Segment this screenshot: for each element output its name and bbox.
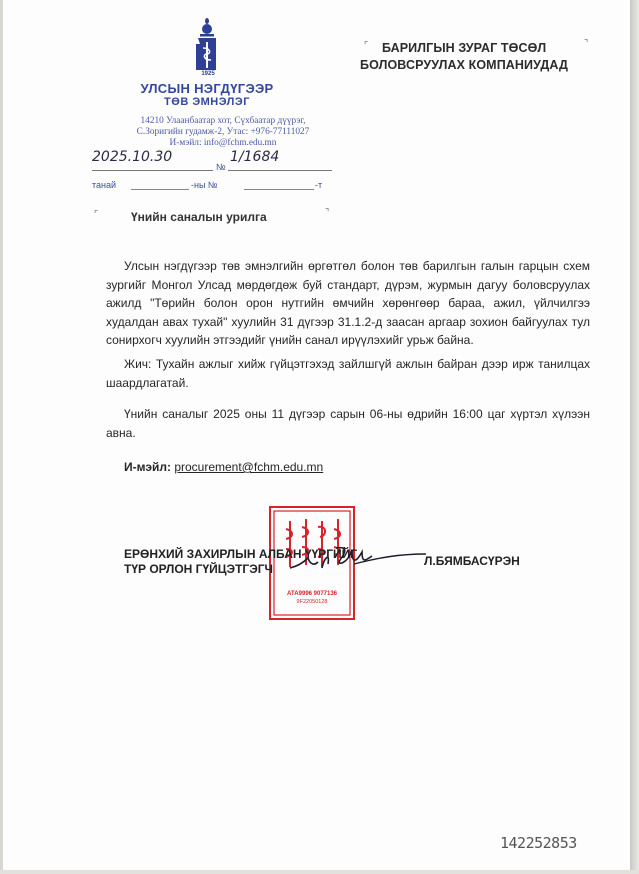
page-edge-bottom [0,870,639,874]
subject-corner-tr-icon: ⌝ [325,207,330,217]
document-serial-number: 142252853 [500,834,577,852]
address-email: И-мэйл: info@fchm.edu.mn [169,138,277,148]
recipient-line2: БОЛОВСРУУЛАХ КОМПАНИУДАД [360,58,568,72]
page-edge-left [0,0,3,874]
recipient-block [360,40,568,74]
stamp-text-line2: 9F22050128 [296,599,328,605]
nyn-underline [244,189,314,190]
handwritten-number: 1/1684 [230,149,280,165]
page-edge-right [630,0,639,874]
contact-email-row [124,460,323,474]
corner-mark-tr-icon: ⌝ [584,38,589,48]
email-link[interactable]: procurement@fchm.edu.mn [174,460,324,474]
subject-corner-tl-icon: ⌜ [94,209,99,219]
address-line2: С.Зоригийн гудамж-2, Утас: +976-77111027 [136,127,310,137]
tanai-label: танай [92,180,117,190]
org-name-line1: УЛСЫН НЭГДҮГЭЭР [140,81,274,96]
signatory-name: Л.БЯМБАСҮРЭН [424,554,520,568]
signatory-position-line1: ЕРӨНХИЙ ЗАХИРЛЫН АЛБАН ҮҮРГИЙГ [124,547,358,561]
handwritten-date: 2025.10.30 [92,149,173,165]
stamp-text-line1: АТА9996 9077136 [286,591,338,597]
handwritten-signature-icon [288,538,428,578]
t-label: -т [315,180,323,190]
recipient-line1: БАРИЛГЫН ЗУРАГ ТӨСӨЛ [382,41,547,55]
body-paragraph-2: Жич: Тухайн ажлыг хийж гүйцэтгэхэд зайлшгүй ажлын байран дээр ирж танилцах шаардлагатай. [106,357,590,390]
tanai-underline [131,189,189,190]
number-label: № [216,162,226,172]
corner-mark-tl-icon: ⌜ [364,40,369,50]
number-underline [228,170,332,171]
founding-year: 1925 [201,71,215,77]
signatory-position-line2: ТҮР ОРЛОН ГҮЙЦЭТГЭГЧ [124,562,273,576]
body-paragraph-3: Үнийн саналыг 2025 оны 11 дүгээр сарын 06-ны өдрийн 16:00 цаг хүртэл хүлээн авна. [106,407,590,440]
hospital-logo-icon [188,16,226,72]
body-paragraph-1: Улсын нэгдүгээр төв эмнэлгийн өргөтгөл болон төв барилгын галын гарцын схем зургийг Монгол Улсад мөрдөгдөж буй стандарт, дүрэм, журмын дагуу боловсруулах ажилд "Төрийн болон орон нутгийн өмчийн хөрөнгөөр бараа, ажил, үйлчилгээ худалдан авах тухай" хуулийн 31 дүгээр 31.1.2-д заасан аргаар зохион байгуулах тул сонирхогч хуулийн этгээдийг үнийн санал ирүүлэхийг урьж байна. [106,259,590,348]
nyn-label: -ны № [191,180,218,190]
date-underline [92,170,213,171]
org-name-line2: ТӨВ ЭМНЭЛЭГ [164,96,250,108]
email-label: И-мэйл: [124,460,171,474]
address-line1: 14210 Улаанбаатар хот, Сүхбаатар дүүрэг, [140,116,306,126]
subject-title: Үнийн саналын урилга [131,210,267,224]
